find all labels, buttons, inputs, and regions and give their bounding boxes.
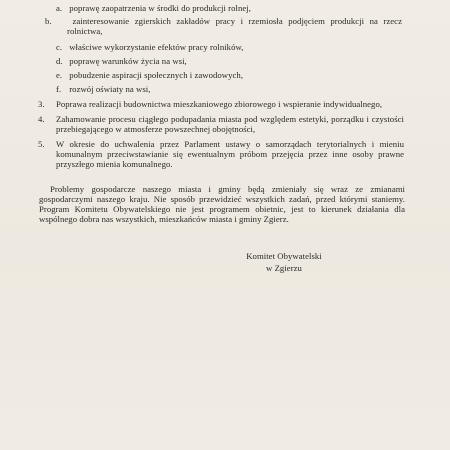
list-item-a: [56, 3, 402, 13]
signature-block: [214, 251, 354, 273]
list-item-label: d.: [56, 56, 63, 66]
list-item-b: [45, 16, 402, 36]
item-number: 3.: [38, 99, 45, 109]
list-item-text: zainteresowanie zgierskich zakładów pracy i rzemiosła podjęciem produkcji na rzecz rolnictwa,: [67, 16, 402, 36]
list-item-c: [56, 42, 402, 52]
list-item-text: poprawę zaopatrzenia w środki do produkcji rolnej,: [69, 3, 251, 13]
list-item-label: e.: [56, 70, 63, 80]
list-item-label: a.: [56, 3, 63, 13]
signature-line-1: Komitet Obywatelski: [246, 251, 322, 261]
item-text: Zahamowanie procesu ciągłego podupadania miasta pod względem estetyki, porządku i czystości przebiegającego w atmosferze powszechnej obojętności,: [56, 114, 404, 134]
numbered-item-4: [38, 114, 404, 134]
item-text: Poprawa realizacji budownictwa mieszkaniowego zbiorowego i wspieranie indywidualnego,: [56, 99, 383, 109]
list-item-text: pobudzenie aspiracji społecznych i zawodowych,: [69, 70, 244, 80]
signature-line-2: w Zgierzu: [266, 263, 302, 273]
list-item-label: f.: [56, 84, 62, 94]
item-number: 5.: [38, 139, 45, 149]
list-item-e: [56, 70, 402, 80]
numbered-item-3: [38, 99, 404, 109]
list-item-d: [56, 56, 402, 66]
list-item-text: właściwe wykorzystanie efektów pracy rolników,: [69, 42, 244, 52]
list-item-b-body: [45, 16, 402, 36]
closing-paragraph: Problemy gospodarcze naszego miasta i gminy będą zmieniały się wraz ze zmianami gospodarczymi naszego kraju. Nie sposób przewidzieć wszystkich zadań, przed którymi staniemy. Program Komitetu Obywatelskiego nie jest programem obietnic, jest to kierunek działania dla wspólnego dobra nas wszystkich, mieszkańców miasta i gminy Zgierz.: [39, 184, 405, 224]
list-item-f: [56, 84, 402, 94]
numbered-item-5: [38, 139, 404, 169]
list-item-text: poprawę warunków życia na wsi,: [69, 56, 187, 66]
list-item-label: c.: [56, 42, 63, 52]
item-text: W okresie do uchwalenia przez Parlament ustawy o samorządach terytorialnych i mieniu komunalnym przeciwstawianie się ewentualnym próbom przejęcia przez inne osoby prawne przyszłego mienia komunalnego.: [56, 139, 404, 169]
item-number: 4.: [38, 114, 45, 124]
list-item-label: b.: [45, 16, 52, 26]
list-item-text: rozwój oświaty na wsi,: [69, 84, 151, 94]
